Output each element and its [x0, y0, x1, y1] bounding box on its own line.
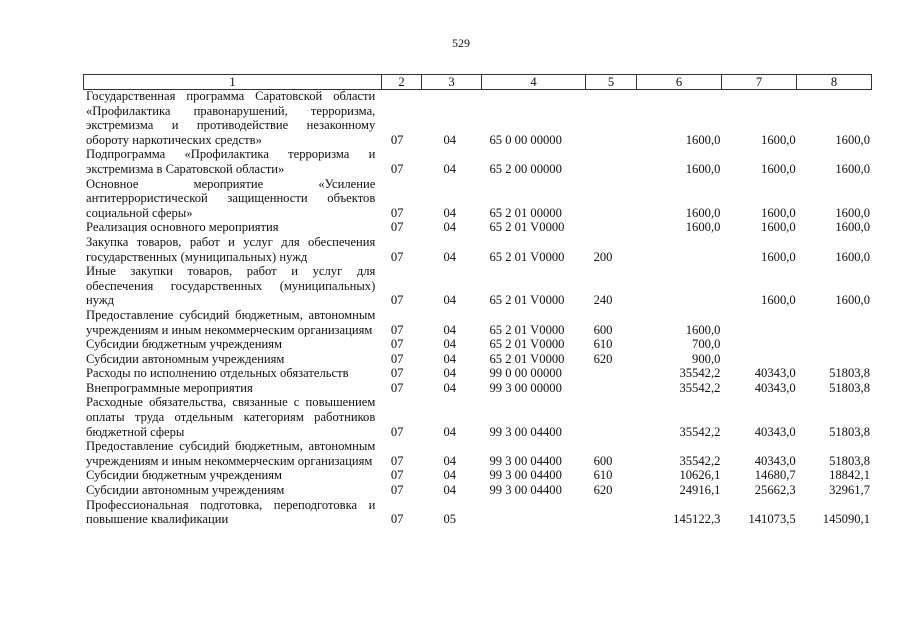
- subsection-code: 04: [443, 380, 457, 395]
- section-code: 07: [390, 453, 404, 468]
- target-article: 65 2 01 00000: [489, 205, 562, 220]
- amount-year-3: 51803,8: [829, 424, 870, 439]
- section-code: 07: [390, 293, 404, 308]
- section-code: 07: [390, 249, 404, 264]
- amount-year-2: 40343,0: [754, 380, 796, 395]
- amount-year-1: 145122,3: [673, 512, 721, 527]
- amount-year-2: 1600,0: [761, 132, 796, 147]
- amount-year-1: 35542,2: [679, 453, 721, 468]
- subsection-code: 04: [443, 351, 457, 366]
- amount-year-2: 1600,0: [761, 161, 796, 176]
- header-col-2: 2: [382, 75, 422, 89]
- section-code: 07: [390, 512, 404, 527]
- amount-year-1: 35542,2: [679, 366, 721, 381]
- table-row: [86, 264, 870, 308]
- table-row: [86, 220, 870, 235]
- subsection-code: 05: [443, 512, 457, 527]
- amount-year-1: 24916,1: [679, 483, 721, 498]
- amount-year-2: 40343,0: [754, 453, 796, 468]
- amount-year-1: 700,0: [692, 337, 721, 352]
- amount-year-3: 51803,8: [829, 380, 870, 395]
- subsection-code: 04: [443, 366, 457, 381]
- amount-year-2: 40343,0: [754, 424, 796, 439]
- section-code: 07: [390, 468, 404, 483]
- header-col-6: 6: [637, 75, 722, 89]
- section-code: 07: [390, 483, 404, 498]
- section-code: 07: [390, 351, 404, 366]
- section-code: 07: [390, 205, 404, 220]
- amount-year-1: 35542,2: [679, 380, 721, 395]
- subsection-code: 04: [443, 205, 457, 220]
- section-code: 07: [390, 161, 404, 176]
- amount-year-3: 145090,1: [822, 512, 870, 527]
- target-article: 99 3 00 04400: [489, 453, 562, 468]
- expense-type: 620: [593, 483, 613, 498]
- amount-year-1: 1600,0: [685, 322, 721, 337]
- expense-type: 610: [593, 337, 613, 352]
- table-row: [86, 395, 870, 439]
- row-name: Субсидии автономным учреждениям: [86, 351, 285, 366]
- header-col-4: 4: [482, 75, 586, 89]
- subsection-code: 04: [443, 424, 457, 439]
- header-col-7: 7: [722, 75, 797, 89]
- amount-year-3: 1600,0: [835, 132, 870, 147]
- target-article: 65 2 01 V0000: [489, 322, 565, 337]
- target-article: 99 3 00 04400: [489, 468, 562, 483]
- subsection-code: 04: [443, 468, 457, 483]
- table-row: [86, 147, 870, 176]
- section-code: 07: [390, 366, 404, 381]
- target-article: 65 2 01 V0000: [489, 337, 565, 352]
- expense-type: 600: [593, 453, 613, 468]
- target-article: 65 0 00 00000: [489, 132, 562, 147]
- table-row: [86, 483, 870, 498]
- subsection-code: 04: [443, 322, 457, 337]
- table-row: [86, 337, 870, 352]
- row-name: Профессиональная подготовка, переподготовка и повышение квалификации: [86, 497, 376, 527]
- row-name: Предоставление субсидий бюджетным, автономным учреждениям и иным некоммерческим организациям: [86, 307, 376, 337]
- subsection-code: 04: [443, 249, 457, 264]
- target-article: 99 0 00 00000: [489, 366, 562, 381]
- header-col-3: 3: [422, 75, 482, 89]
- amount-year-1: 1600,0: [685, 205, 721, 220]
- table-row: [86, 439, 870, 468]
- amount-year-2: 14680,7: [754, 468, 796, 483]
- header-col-8: 8: [830, 75, 838, 89]
- section-code: 07: [390, 322, 404, 337]
- table-row: [86, 308, 870, 337]
- amount-year-1: 900,0: [692, 351, 721, 366]
- amount-year-3: 1600,0: [835, 220, 870, 235]
- target-article: 99 3 00 00000: [489, 380, 562, 395]
- amount-year-1: 1600,0: [685, 132, 721, 147]
- section-code: 07: [390, 220, 404, 235]
- amount-year-3: 51803,8: [829, 453, 870, 468]
- amount-year-3: 32961,7: [829, 483, 870, 498]
- amount-year-1: 1600,0: [685, 220, 721, 235]
- amount-year-2: 1600,0: [761, 220, 796, 235]
- expense-type: 200: [593, 249, 613, 264]
- subsection-code: 04: [443, 293, 457, 308]
- expense-type: 600: [593, 322, 613, 337]
- amount-year-3: 1600,0: [835, 293, 870, 308]
- row-name: Расходные обязательства, связанные с повышением оплаты труда отдельным категориям работников бюджетной сферы: [86, 395, 376, 439]
- amount-year-2: 141073,5: [748, 512, 796, 527]
- amount-year-2: 1600,0: [761, 205, 796, 220]
- row-name: Субсидии бюджетным учреждениям: [86, 337, 282, 352]
- section-code: 07: [390, 337, 404, 352]
- table-row: [86, 352, 870, 367]
- expense-type: 610: [593, 468, 613, 483]
- amount-year-3: 51803,8: [829, 366, 870, 381]
- row-name: Внепрограммные мероприятия: [86, 380, 253, 395]
- subsection-code: 04: [443, 483, 457, 498]
- section-code: 07: [390, 132, 404, 147]
- table-row: [86, 381, 870, 396]
- row-name: Подпрограмма «Профилактика терроризма и экстремизма в Саратовской области»: [86, 147, 376, 176]
- expense-type: 620: [593, 351, 613, 366]
- target-article: 65 2 01 V0000: [489, 249, 565, 264]
- amount-year-3: 1600,0: [835, 249, 870, 264]
- row-name: Расходы по исполнению отдельных обязательств: [86, 366, 349, 381]
- row-name: Субсидии бюджетным учреждениям: [86, 468, 282, 483]
- amount-year-2: 1600,0: [761, 249, 796, 264]
- subsection-code: 04: [443, 220, 457, 235]
- row-name: Государственная программа Саратовской области «Профилактика правонарушений, терроризма, экстремизма и противодействие незаконному обороту наркотических средств»: [86, 89, 376, 147]
- row-name: Субсидии автономным учреждениям: [86, 483, 285, 498]
- amount-year-1: 10626,1: [679, 468, 721, 483]
- table-header: [83, 74, 872, 90]
- table-row: [86, 366, 870, 381]
- amount-year-1: 35542,2: [679, 424, 721, 439]
- subsection-code: 04: [443, 453, 457, 468]
- amount-year-2: 1600,0: [761, 293, 796, 308]
- row-name: Основное мероприятие «Усиление антитеррористической защищенности объектов социальной сферы»: [86, 176, 376, 220]
- section-code: 07: [390, 424, 404, 439]
- header-col-5: 5: [586, 75, 637, 89]
- amount-year-2: 25662,3: [754, 483, 796, 498]
- target-article: 65 2 01 V0000: [489, 351, 565, 366]
- amount-year-1: 1600,0: [685, 161, 721, 176]
- page-number: 529: [452, 36, 470, 50]
- expense-type: 240: [593, 293, 613, 308]
- table-row: [86, 498, 870, 527]
- amount-year-3: 1600,0: [835, 161, 870, 176]
- section-code: 07: [390, 380, 404, 395]
- target-article: 65 2 01 V0000: [489, 220, 565, 235]
- row-name: Реализация основного мероприятия: [86, 220, 279, 235]
- target-article: 65 2 00 00000: [489, 161, 562, 176]
- table-row: [86, 89, 870, 147]
- target-article: 99 3 00 04400: [489, 483, 562, 498]
- target-article: 65 2 01 V0000: [489, 293, 565, 308]
- amount-year-3: 1600,0: [835, 205, 870, 220]
- row-name: Предоставление субсидий бюджетным, автономным учреждениям и иным некоммерческим организациям: [86, 439, 376, 468]
- subsection-code: 04: [443, 132, 457, 147]
- table-row: [86, 468, 870, 483]
- row-name: Иные закупки товаров, работ и услуг для обеспечения государственных (муниципальных) нужд: [86, 264, 376, 308]
- subsection-code: 04: [443, 337, 457, 352]
- header-col-1: 1: [84, 75, 382, 89]
- target-article: 99 3 00 04400: [489, 424, 562, 439]
- table-body: [86, 89, 870, 527]
- table-row: [86, 235, 870, 264]
- row-name: Закупка товаров, работ и услуг для обеспечения государственных (муниципальных) нужд: [86, 234, 376, 264]
- amount-year-3: 18842,1: [829, 468, 870, 483]
- amount-year-2: 40343,0: [754, 366, 796, 381]
- table-row: [86, 177, 870, 221]
- subsection-code: 04: [443, 161, 457, 176]
